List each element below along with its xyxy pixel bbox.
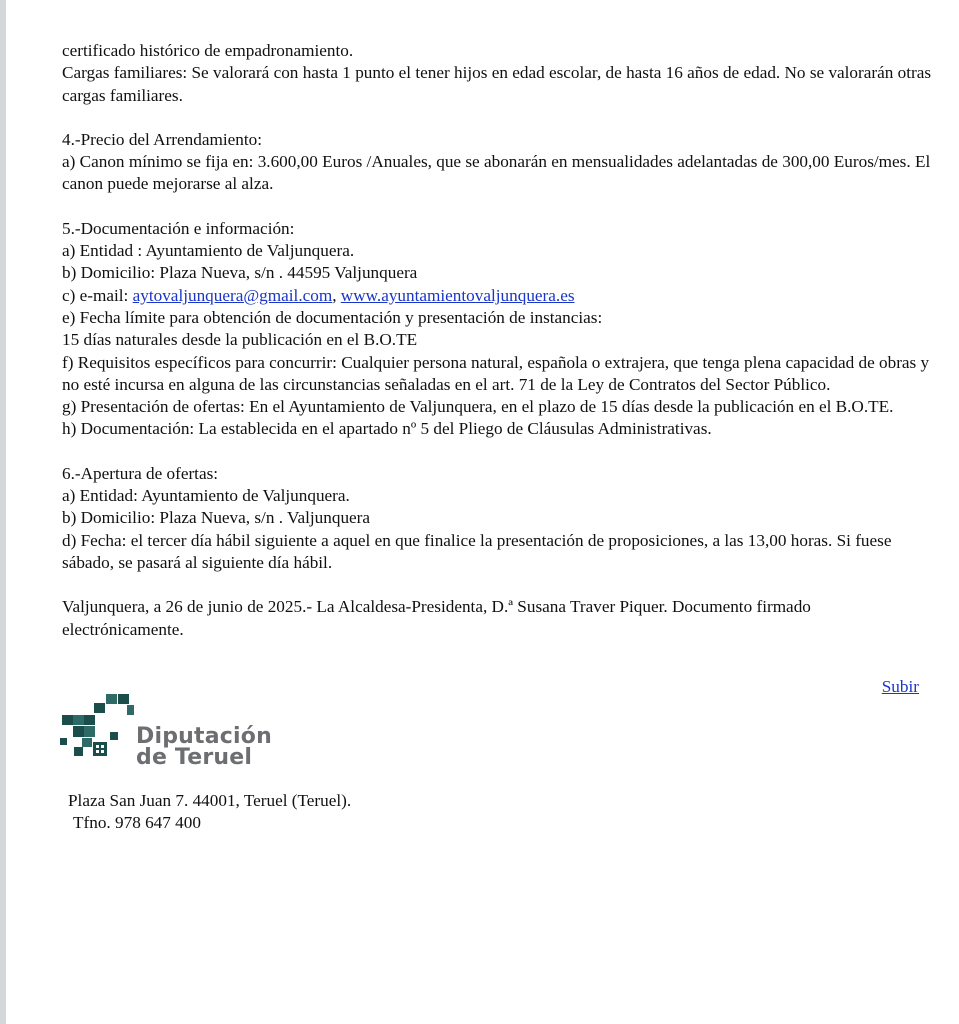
footer-contact: [68, 790, 351, 835]
document-body: [62, 40, 932, 641]
logo-text-line1: Diputación: [136, 724, 272, 749]
logo-mark-icon: [60, 694, 134, 760]
section-6-item-a: a) Entidad: Ayuntamiento de Valjunquera.: [62, 486, 350, 506]
section-5-item-e-detail: 15 días naturales desde la publicación en el B.O.TE: [62, 330, 418, 350]
email-label: c) e-mail:: [62, 285, 133, 305]
left-border: [0, 0, 6, 1024]
email-link[interactable]: aytovaljunquera@gmail.com: [132, 285, 333, 305]
logo-text-line2: de Teruel: [136, 745, 253, 770]
section-5-item-f: f) Requisitos específicos para concurrir: Cualquier persona natural, española o extrajera, que tenga plena capacidad de obras y no esté incursa en alguna de las circunstancias señaladas en el art. 71 de la Ley de Contratos del Sector Público.: [62, 352, 930, 394]
subir-link[interactable]: Subir: [881, 677, 919, 696]
signature-paragraph: Valjunquera, a 26 de junio de 2025.- La Alcaldesa-Presidenta, D.ª Susana Traver Piquer. Documento firmado electrónicamente.: [62, 597, 811, 639]
link-separator: ,: [332, 285, 341, 305]
section-5-item-h: h) Documentación: La establecida en el apartado nº 5 del Pliego de Cláusulas Administrativas.: [62, 419, 712, 439]
section-5-item-g: g) Presentación de ofertas: En el Ayuntamiento de Valjunquera, en el plazo de 15 días desde la publicación en el B.O.TE.: [62, 397, 894, 417]
section-5-item-e: e) Fecha límite para obtención de documentación y presentación de instancias:: [62, 307, 603, 327]
paragraph-cargas-familiares: Cargas familiares: Se valorará con hasta 1 punto el tener hijos en edad escolar, de hasta 16 años de edad. No se valorarán otras cargas familiares.: [62, 63, 932, 105]
section-4-item-a: a) Canon mínimo se fija en: 3.600,00 Euros /Anuales, que se abonarán en mensualidades adelantadas de 300,00 Euros/mes. El canon puede mejorarse al alza.: [62, 152, 931, 194]
footer-address: Plaza San Juan 7. 44001, Teruel (Teruel).: [68, 791, 352, 810]
section-4-title: 4.-Precio del Arrendamiento:: [62, 129, 262, 149]
section-5-item-b: b) Domicilio: Plaza Nueva, s/n . 44595 Valjunquera: [62, 263, 418, 283]
section-5-item-a: a) Entidad : Ayuntamiento de Valjunquera.: [62, 241, 355, 261]
section-5-item-c: [62, 285, 932, 307]
website-link[interactable]: www.ayuntamientovaljunquera.es: [340, 285, 575, 305]
section-6-item-b: b) Domicilio: Plaza Nueva, s/n . Valjunquera: [62, 508, 371, 528]
footer-phone: Tfno. 978 647 400: [73, 813, 201, 833]
paragraph-empadronamiento: certificado histórico de empadronamiento.: [62, 41, 354, 60]
diputacion-teruel-logo[interactable]: [60, 694, 290, 774]
section-5-title: 5.-Documentación e información:: [62, 218, 295, 238]
section-6-item-d: d) Fecha: el tercer día hábil siguiente a aquel en que finalice la presentación de proposiciones, a las 13,00 horas. Si fuese sábado, se pasará al siguiente día hábil.: [62, 530, 892, 572]
section-6-title: 6.-Apertura de ofertas:: [62, 463, 219, 483]
